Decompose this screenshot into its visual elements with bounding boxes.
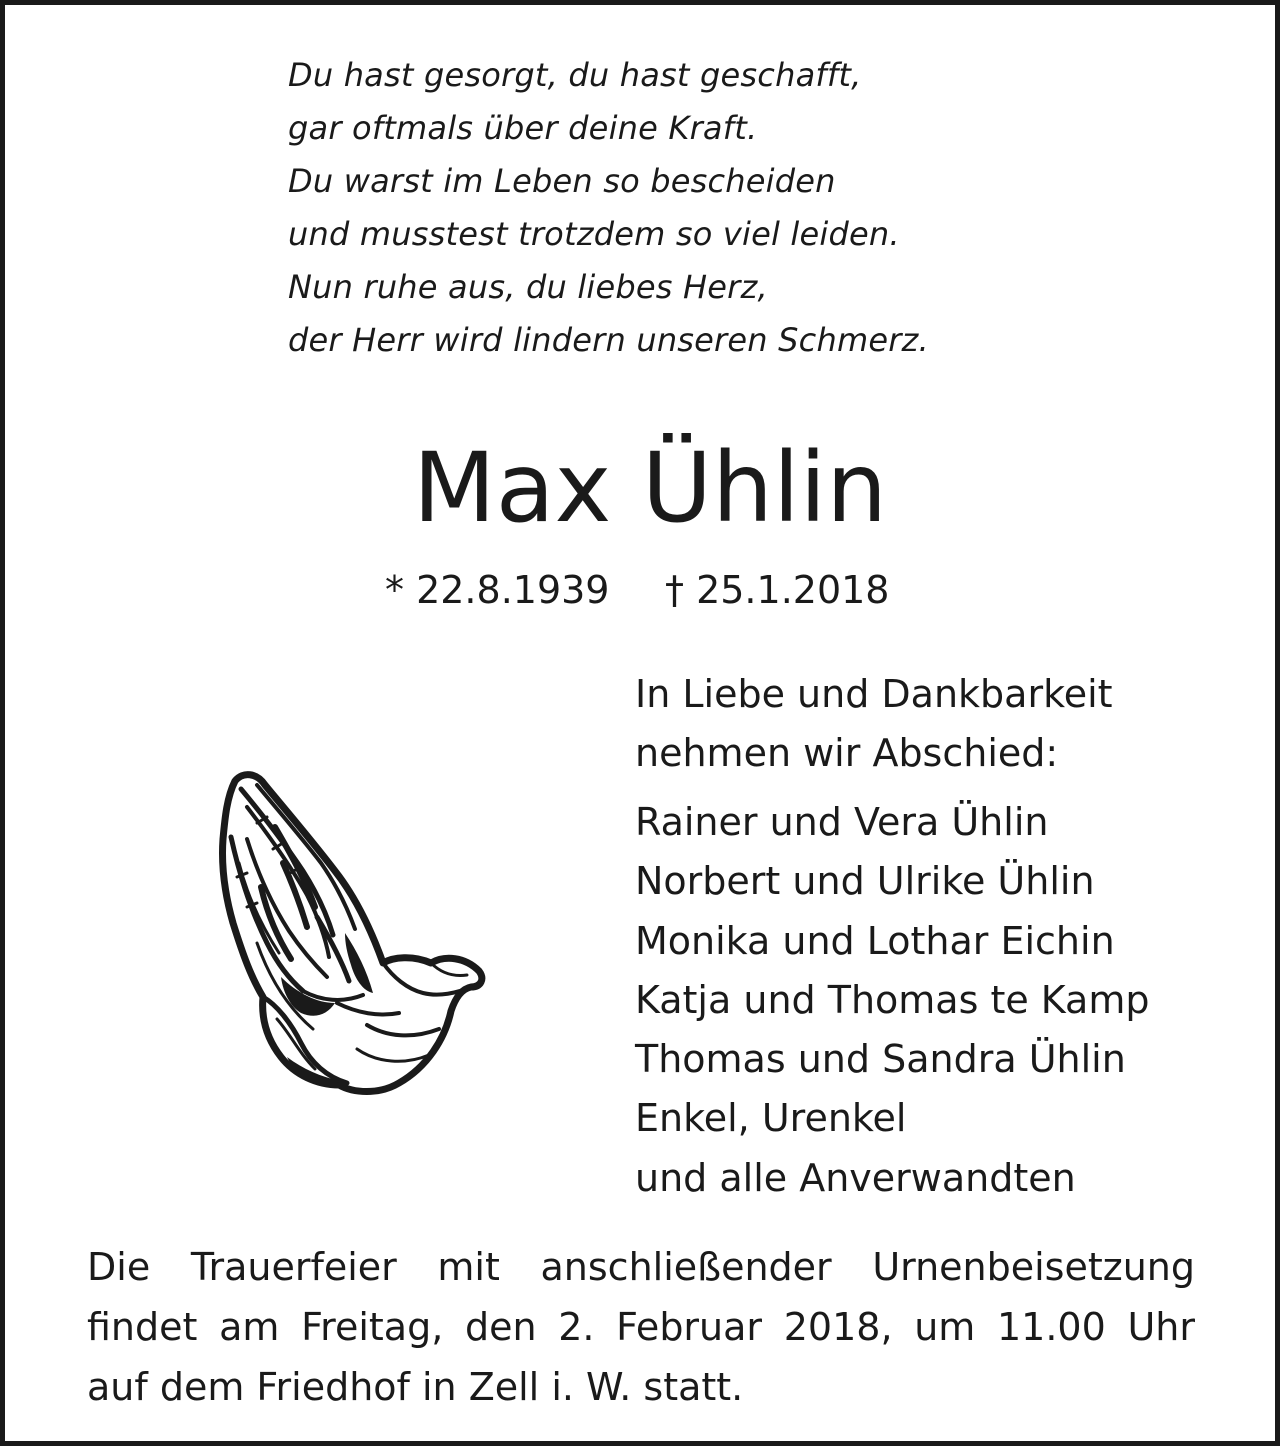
death-date: † 25.1.2018 — [665, 568, 890, 612]
ceremony-word: Urnenbeisetzung — [872, 1245, 1195, 1289]
list-item: Thomas und Sandra Ühlin — [635, 1037, 1126, 1082]
ceremony-word: 11.00 — [996, 1305, 1106, 1349]
poem-line: Du warst im Leben so bescheiden — [288, 162, 836, 200]
ceremony-info — [87, 1237, 1195, 1417]
poem-line: Nun ruhe aus, du liebes Herz, — [288, 268, 768, 306]
poem-line: der Herr wird lindern unseren Schmerz. — [288, 321, 929, 359]
ceremony-word: findet — [87, 1305, 198, 1349]
ceremony-word: Februar — [616, 1305, 763, 1349]
ceremony-line-3: auf dem Friedhof in Zell i. W. statt. — [87, 1365, 744, 1409]
poem-line: Du hast gesorgt, du hast geschafft, — [288, 56, 862, 94]
ceremony-word: den — [464, 1305, 537, 1349]
ceremony-word: anschließender — [540, 1245, 832, 1289]
ceremony-word: Freitag, — [301, 1305, 444, 1349]
farewell-text — [635, 665, 1255, 783]
ceremony-line-2 — [87, 1297, 1195, 1357]
poem-line: gar oftmals über deine Kraft. — [288, 109, 758, 147]
ceremony-word: 2018, — [783, 1305, 893, 1349]
ceremony-word: am — [219, 1305, 280, 1349]
list-item: Rainer und Vera Ühlin — [635, 800, 1049, 844]
family-list — [635, 793, 1255, 1208]
ceremony-word: Die — [87, 1245, 151, 1289]
ceremony-word: Trauerfeier — [190, 1245, 397, 1289]
ceremony-line-1 — [87, 1237, 1195, 1297]
list-item: Enkel, Urenkel — [635, 1096, 907, 1141]
deceased-name: Max Ühlin — [412, 432, 888, 544]
poem — [288, 49, 1188, 367]
birth-date: * 22.8.1939 — [385, 568, 610, 612]
life-dates — [385, 565, 925, 615]
poem-line: und musstest trotzdem so viel leiden. — [288, 215, 900, 253]
ceremony-word: Uhr — [1127, 1305, 1195, 1349]
list-item: Norbert und Ulrike Ühlin — [635, 859, 1095, 904]
ceremony-word: 2. — [558, 1305, 595, 1349]
ceremony-word: mit — [437, 1245, 500, 1289]
farewell-line: In Liebe und Dankbarkeit — [635, 672, 1113, 716]
list-item: und alle Anverwandten — [635, 1155, 1076, 1200]
praying-hands-icon — [217, 767, 489, 1097]
list-item: Monika und Lothar Eichin — [635, 918, 1115, 963]
ceremony-word: um — [914, 1305, 976, 1349]
list-item: Katja und Thomas te Kamp — [635, 977, 1150, 1022]
farewell-line: nehmen wir Abschied: — [635, 731, 1059, 775]
